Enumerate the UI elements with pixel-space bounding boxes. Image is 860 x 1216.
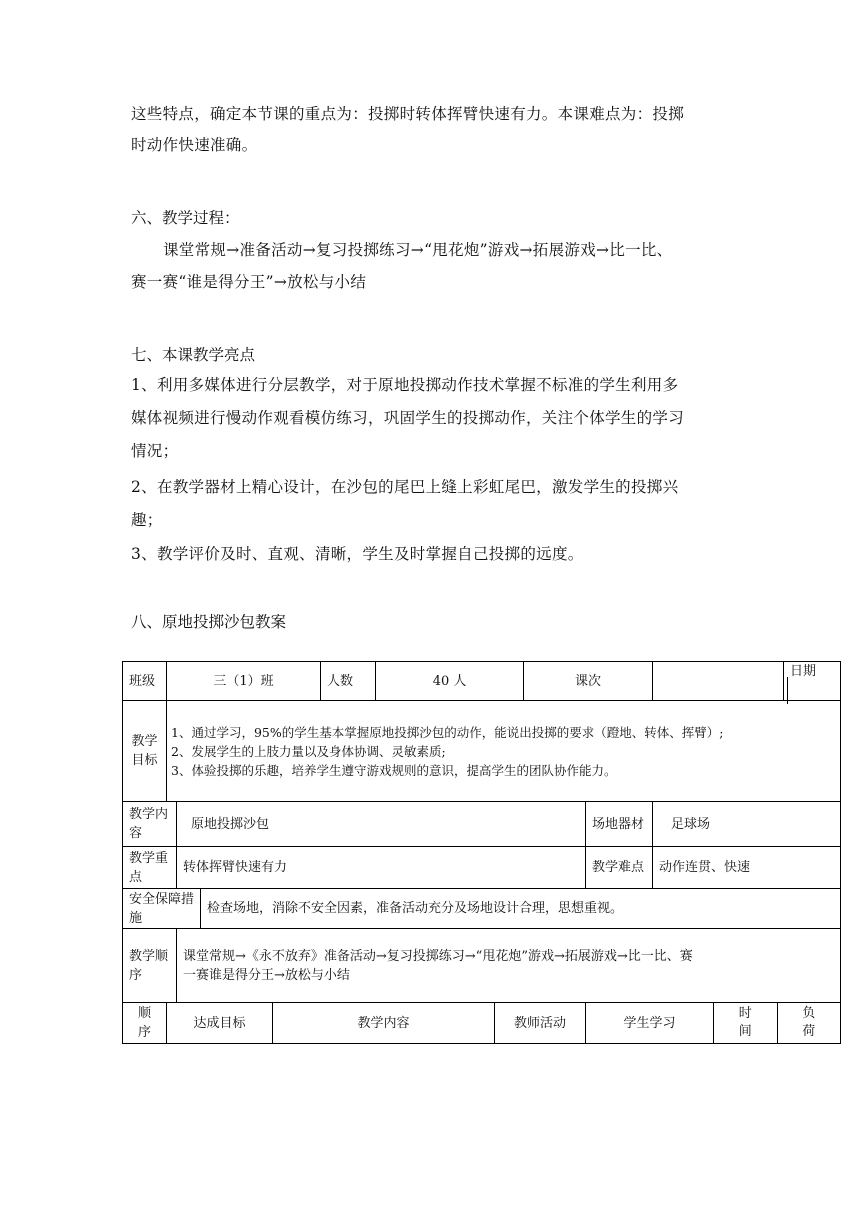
table-row xyxy=(123,802,841,847)
goal-label-line-1: 教学 xyxy=(131,734,158,749)
order-line-2: 一赛谁是得分王→放松与小结 xyxy=(183,967,350,983)
goal-item-1: 1、通过学习，95%的学生基本掌握原地投掷沙包的动作，能说出投掷的要求（蹬地、转体、挥臂）; xyxy=(171,724,724,740)
col-student: 学生学习 xyxy=(586,1003,714,1044)
table-row xyxy=(123,701,841,802)
col-time-load xyxy=(714,1003,841,1044)
lesson-value xyxy=(653,662,784,701)
section-7-heading: 七、本课教学亮点 xyxy=(131,346,256,364)
section-7-p1-line-1: 1、利用多媒体进行分层教学，对于原地投掷动作技术掌握不标准的学生利用多 xyxy=(131,376,679,394)
table-row xyxy=(123,889,841,929)
goal-list xyxy=(167,701,841,802)
section-8-heading: 八、原地投掷沙包教案 xyxy=(131,613,287,631)
count-label: 人数 xyxy=(321,662,376,701)
table-row xyxy=(123,847,841,889)
section-7-p1-line-2: 媒体视频进行慢动作观看模仿练习，巩固学生的投掷动作，关注个体学生的学习 xyxy=(131,409,685,427)
goal-label xyxy=(123,701,167,802)
section-7-p1-line-3: 情况； xyxy=(131,442,179,460)
content-value: 原地投掷沙包 xyxy=(177,802,586,847)
col-load-line-1: 负 xyxy=(802,1006,816,1021)
date-value xyxy=(787,677,840,704)
goal-item-2: 2、发展学生的上肢力量以及身体协调、灵敏素质; xyxy=(171,743,446,759)
col-load-line-2: 荷 xyxy=(802,1024,816,1039)
key-label: 教学重点 xyxy=(123,847,177,889)
count-value: 40 人 xyxy=(376,662,524,701)
section-7-p2-line-2: 趣； xyxy=(131,511,163,529)
section-6-heading: 六、教学过程： xyxy=(131,209,240,227)
col-time-line-2: 间 xyxy=(738,1024,752,1039)
col-sequence xyxy=(123,1003,167,1044)
date-label xyxy=(784,662,841,701)
class-value: 三（1）班 xyxy=(167,662,321,701)
table-header-row xyxy=(123,1003,841,1044)
section-6-line-2: 赛一赛“谁是得分王”→放松与小结 xyxy=(131,273,367,291)
class-label: 班级 xyxy=(123,662,167,701)
key-value: 转体挥臂快速有力 xyxy=(177,847,586,889)
difficulty-value: 动作连贯、快速 xyxy=(653,847,841,889)
order-value xyxy=(177,929,841,1003)
intro-line-1: 这些特点，确定本节课的重点为：投掷时转体挥臂快速有力。本课难点为：投掷 xyxy=(131,105,685,123)
order-line-1: 课堂常规→《永不放弃》准备活动→复习投掷练习→“甩花炮”游戏→拓展游戏→比一比、赛 xyxy=(183,948,693,964)
venue-value: 足球场 xyxy=(653,802,841,847)
table-row xyxy=(123,662,841,701)
col-sequence-line-2: 序 xyxy=(137,1025,151,1040)
col-goal: 达成目标 xyxy=(167,1003,273,1044)
safety-label: 安全保障措施 xyxy=(123,889,201,929)
col-time xyxy=(714,1003,778,1043)
col-sequence-line-1: 顺 xyxy=(137,1006,151,1021)
intro-line-2: 时动作快速准确。 xyxy=(131,136,258,154)
date-label-text: 日期 xyxy=(790,664,817,679)
section-7-p2-line-1: 2、在教学器材上精心设计，在沙包的尾巴上缝上彩虹尾巴，激发学生的投掷兴 xyxy=(131,478,679,496)
venue-label: 场地器材 xyxy=(586,802,653,847)
order-label: 教学顺序 xyxy=(123,929,177,1003)
col-content: 教学内容 xyxy=(273,1003,495,1044)
lesson-label: 课次 xyxy=(524,662,653,701)
difficulty-label: 教学难点 xyxy=(586,847,653,889)
col-time-line-1: 时 xyxy=(738,1006,752,1021)
col-load xyxy=(778,1003,841,1043)
safety-value: 检查场地，消除不安全因素，准备活动充分及场地设计合理，思想重视。 xyxy=(201,889,841,929)
col-teacher: 教师活动 xyxy=(495,1003,586,1044)
table-row xyxy=(123,929,841,1003)
content-label: 教学内容 xyxy=(123,802,177,847)
goal-item-3: 3、体验投掷的乐趣，培养学生遵守游戏规则的意识，提高学生的团队协作能力。 xyxy=(171,762,617,778)
section-6-line-1: 课堂常规→准备活动→复习投掷练习→“甩花炮”游戏→拓展游戏→比一比、 xyxy=(163,241,673,259)
goal-label-line-2: 目标 xyxy=(131,753,158,768)
section-7-p3-line-1: 3、教学评价及时、直观、清晰，学生及时掌握自己投掷的远度。 xyxy=(131,545,584,563)
lesson-plan-table xyxy=(122,661,841,1044)
